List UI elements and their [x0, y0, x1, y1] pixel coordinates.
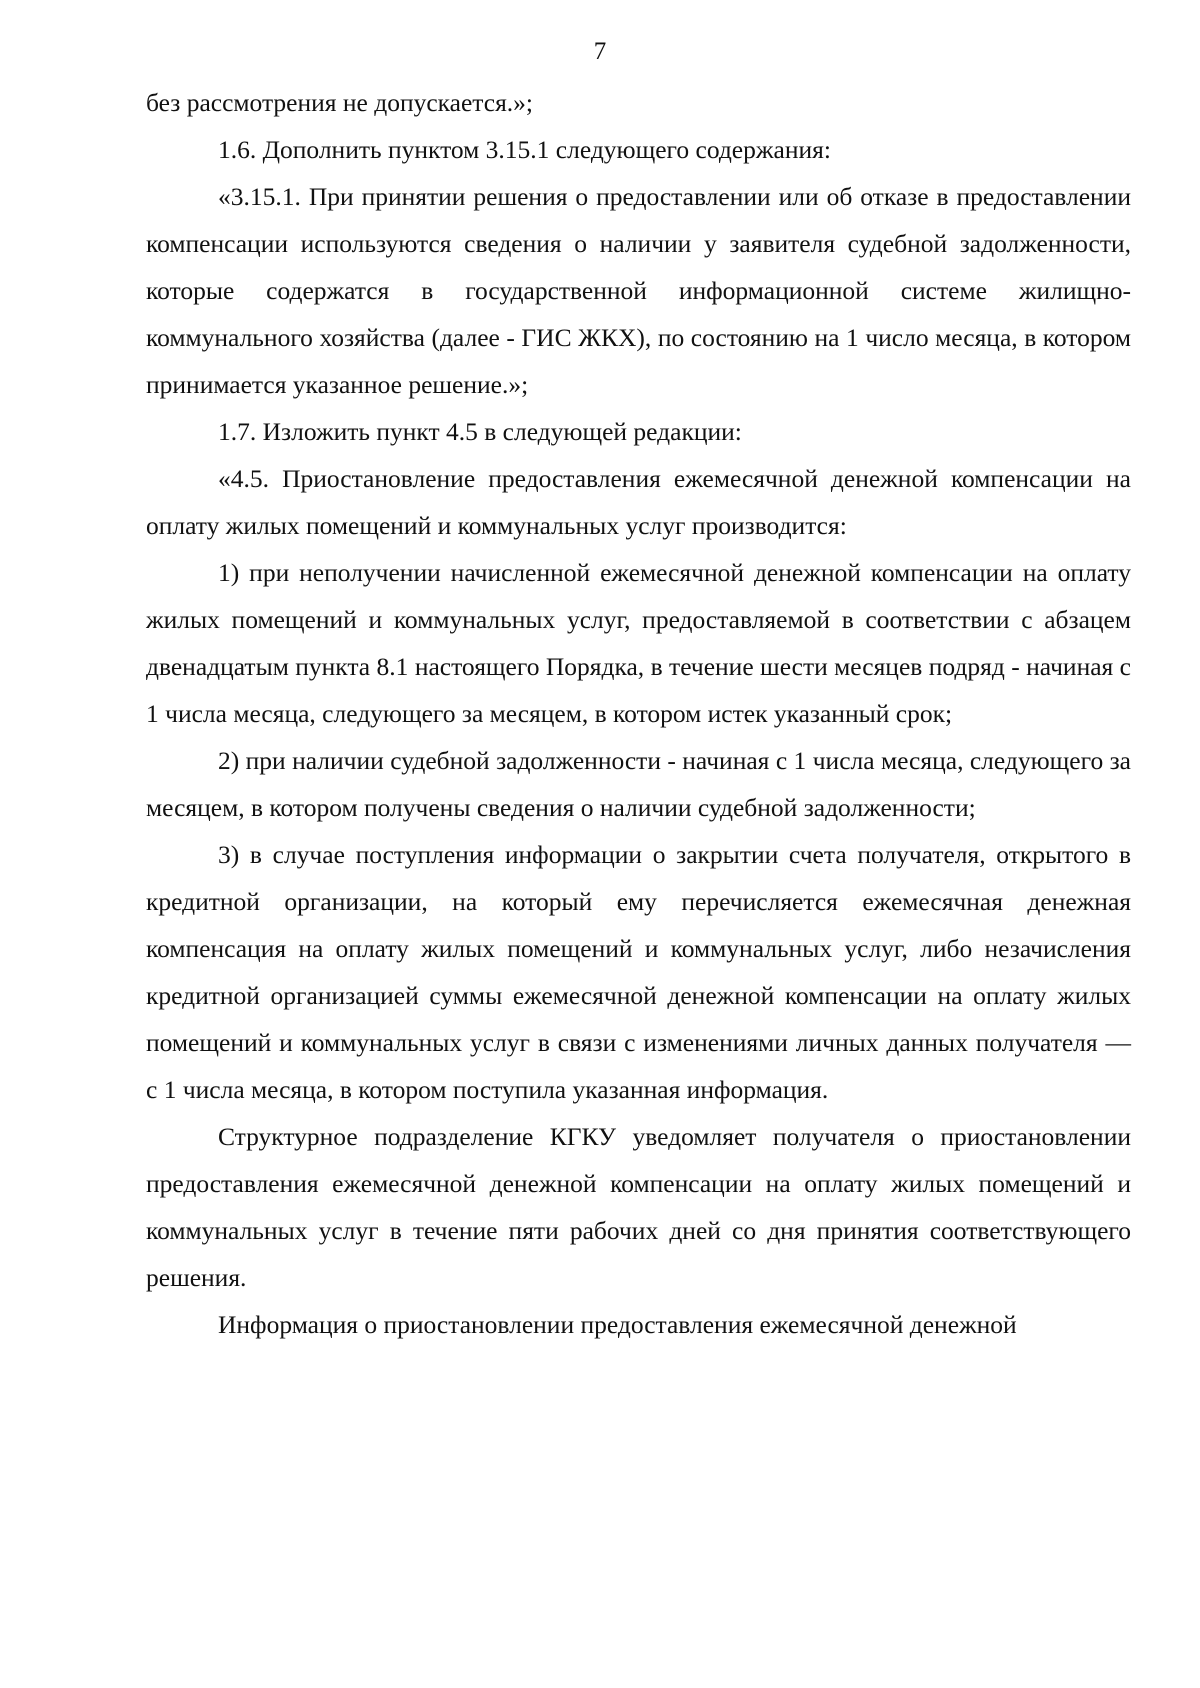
paragraph-continuation: без рассмотрения не допускается.»; — [146, 88, 534, 117]
paragraph-subitem-2: 2) при наличии судебной задолженности - начиная с 1 числа месяца, следующего за месяцем, в котором получены сведения о наличии судебной задолженности; — [146, 746, 1131, 822]
paragraph-subitem-3: 3) в случае поступления информации о закрытии счета получателя, открытого в кредитной организации, на который ему перечисляется ежемесячная денежная компенсация на оплату жилых помещений и коммунальных услуг, либо незачисления кредитной организацией суммы ежемесячной денежной компенсации на оплату жилых помещений и коммунальных услуг в связи с изменениями личных данных получателя — с 1 числа месяца, в котором поступила указанная информация. — [146, 840, 1131, 1104]
paragraph-subitem-1: 1) при неполучении начисленной ежемесячной денежной компенсации на оплату жилых помещений и коммунальных услуг, предоставляемой в соответствии с абзацем двенадцатым пункта 8.1 настоящего Порядка, в течение шести месяцев подряд - начиная с 1 числа месяца, следующего за месяцем, в котором истек указанный срок; — [146, 558, 1131, 728]
paragraph-notification: Структурное подразделение КГКУ уведомляет получателя о приостановлении предоставления ежемесячной денежной компенсации на оплату жилых помещений и коммунальных услуг в течение пяти рабочих дней со дня принятия соответствующего решения. — [146, 1122, 1131, 1292]
paragraph-item-1-7: 1.7. Изложить пункт 4.5 в следующей редакции: — [218, 417, 742, 446]
document-body — [146, 79, 1131, 1348]
paragraph-item-1-6: 1.6. Дополнить пунктом 3.15.1 следующего содержания: — [218, 135, 831, 164]
page-number: 7 — [593, 38, 607, 65]
paragraph-clause-3-15-1: «3.15.1. При принятии решения о предоставлении или об отказе в предоставлении компенсации используются сведения о наличии у заявителя судебной задолженности, которые содержатся в государственной информационной системе жилищно-коммунального хозяйства (далее - ГИС ЖКХ), по состоянию на 1 число месяца, в котором принимается указанное решение.»; — [146, 182, 1131, 399]
paragraph-clause-4-5: «4.5. Приостановление предоставления ежемесячной денежной компенсации на оплату жилых помещений и коммунальных услуг производится: — [146, 464, 1131, 540]
paragraph-information: Информация о приостановлении предоставления ежемесячной денежной — [218, 1310, 1017, 1339]
